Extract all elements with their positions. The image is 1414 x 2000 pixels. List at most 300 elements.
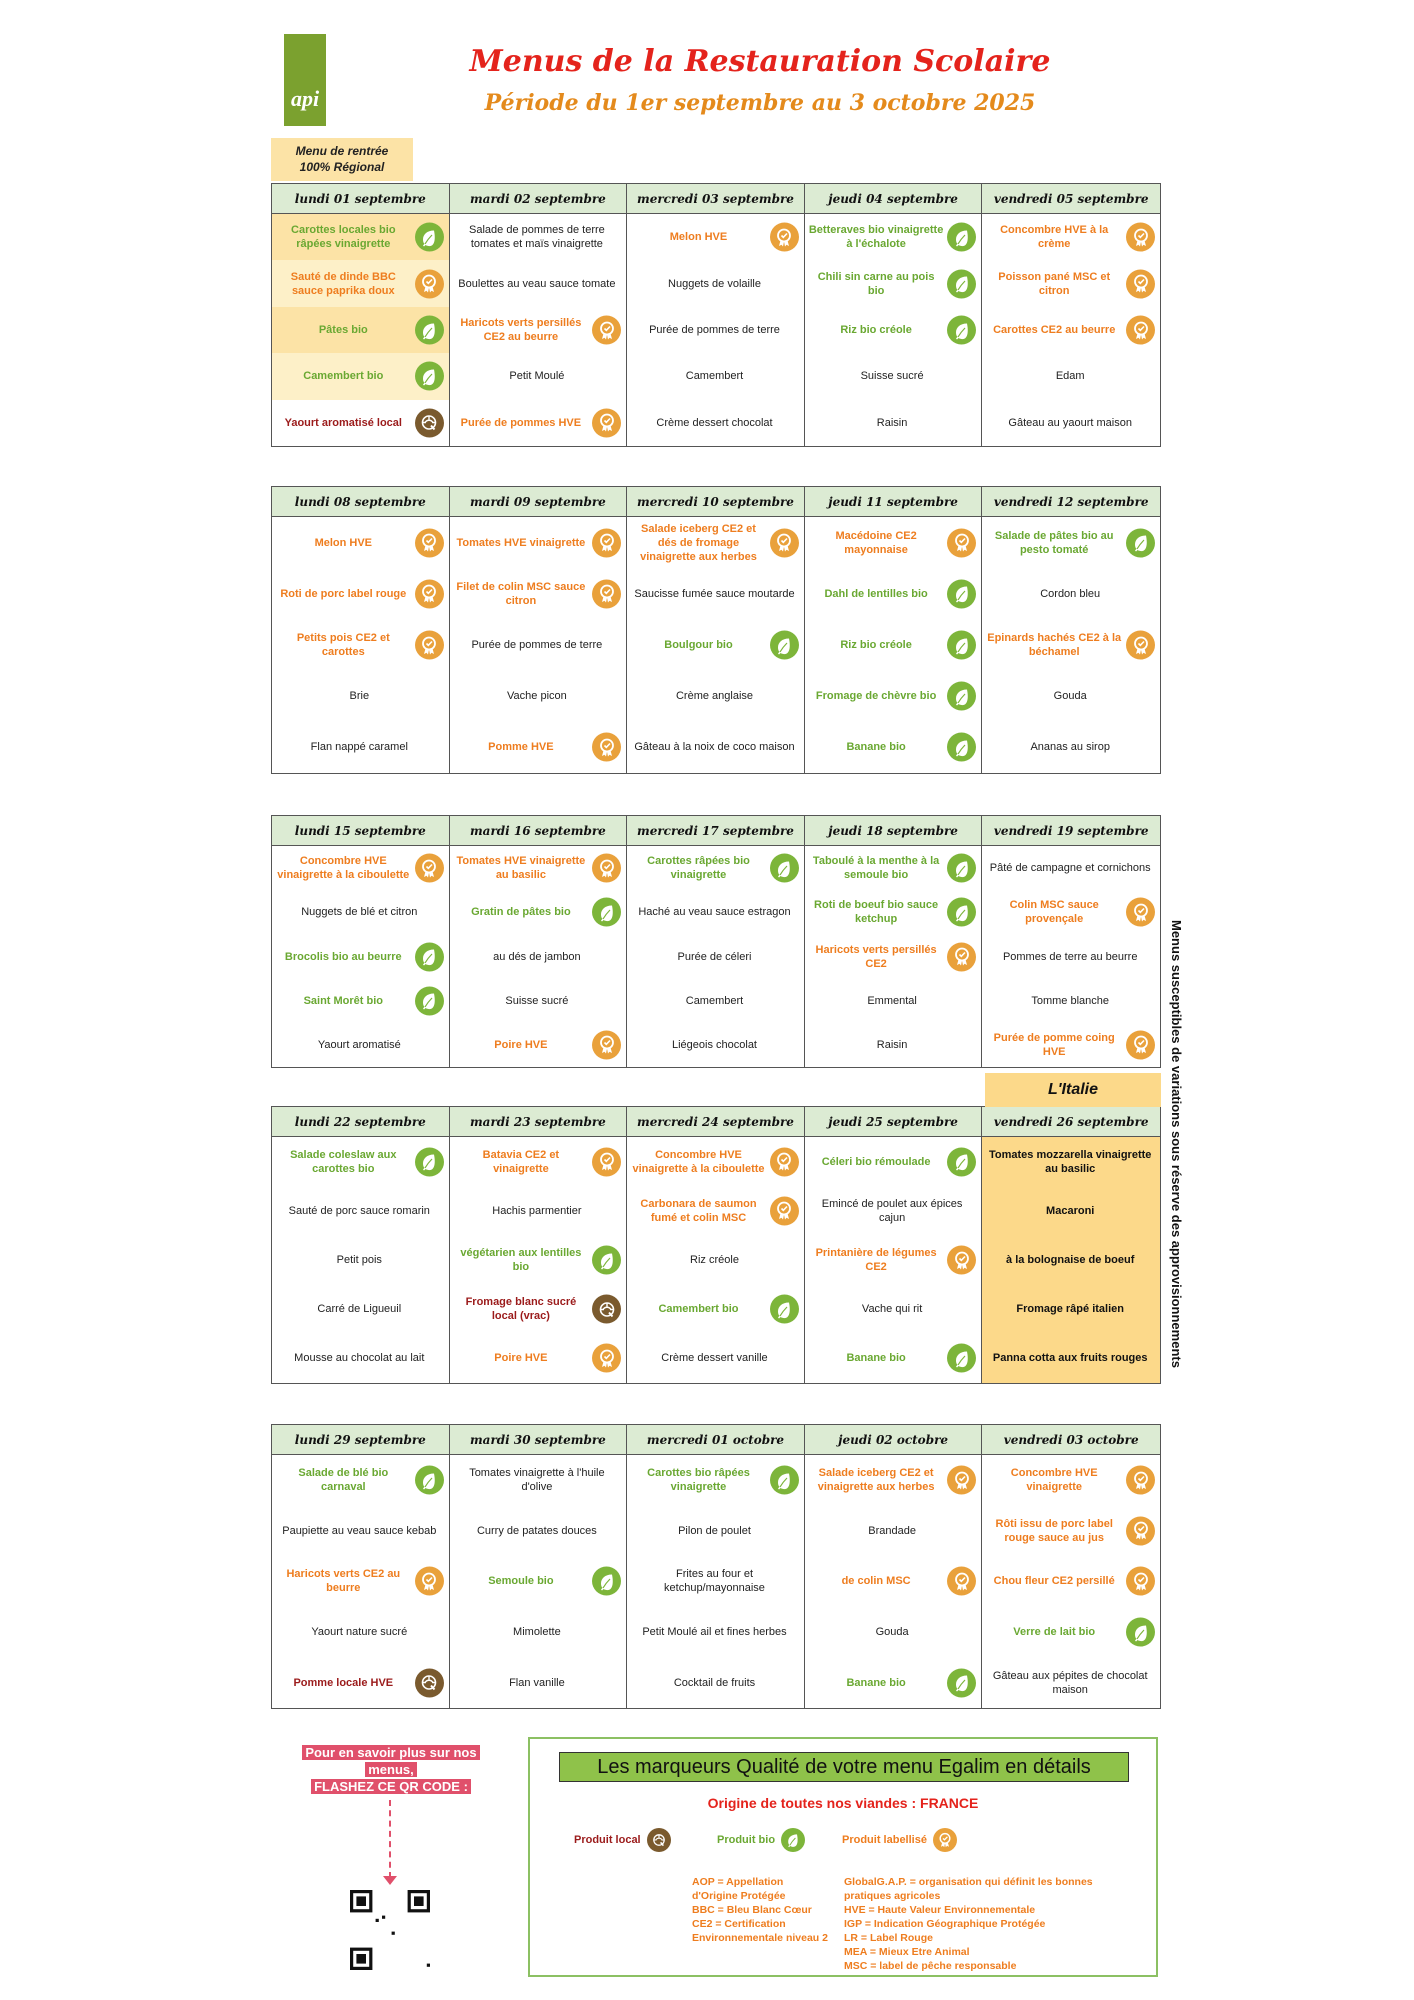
day-column (627, 184, 805, 446)
menu-item (450, 400, 627, 446)
menu-item (982, 260, 1160, 306)
abbr-line: CE2 = Certification (692, 1918, 786, 1930)
menu-item-text: Brandade (868, 1524, 916, 1537)
menu-item-text: Tomates HVE vinaigrette (456, 536, 586, 549)
local-icon (415, 1668, 444, 1697)
menu-item (272, 890, 449, 934)
menu-item-text: Crème dessert vanille (661, 1352, 768, 1365)
menu-item (272, 353, 449, 399)
menu-item-text: Sauté de porc sauce romarin (288, 1204, 430, 1217)
menu-item (982, 1334, 1160, 1383)
menu-item (805, 1285, 982, 1334)
qr-line-2: menus, (365, 1762, 417, 1777)
menu-item-text: Batavia CE2 et vinaigrette (482, 1148, 560, 1175)
menu-item (627, 568, 804, 619)
day-column (272, 487, 450, 773)
menu-item-text: Filet de colin MSC sauce citron (456, 580, 586, 607)
menu-item (627, 1186, 804, 1235)
rosette-icon (592, 579, 621, 608)
rosette-icon (1126, 898, 1155, 927)
rosette-icon (947, 1466, 976, 1495)
menu-item (982, 934, 1160, 978)
menu-item (805, 1023, 982, 1067)
leaf-icon (947, 579, 976, 608)
menu-item-text: Sauté de dinde BBC sauce paprika doux (290, 270, 396, 297)
menu-item (627, 1607, 804, 1658)
rosette-icon (1126, 1466, 1155, 1495)
menu-item (627, 260, 804, 306)
menu-item (982, 1506, 1160, 1557)
menu-item-text: Brie (349, 690, 370, 703)
menu-item-text: Epinards hachés CE2 à la béchamel (987, 632, 1122, 658)
menu-item-text: à la bolognaise de boeuf (1006, 1254, 1135, 1266)
legend-box (528, 1737, 1158, 1977)
menu-item-text: Verre de lait bio (1013, 1626, 1096, 1639)
menu-item (805, 214, 982, 260)
rosette-icon (415, 528, 444, 557)
leaf-icon (947, 1344, 976, 1373)
legend-abbr-left (692, 1875, 828, 1945)
day-column (805, 816, 983, 1067)
menu-item (272, 846, 449, 890)
menu-item (450, 1607, 627, 1658)
day-column (982, 487, 1160, 773)
menu-item-text: au dés de jambon (493, 950, 581, 963)
menu-item (627, 1023, 804, 1067)
rosette-icon (592, 1030, 621, 1059)
menu-item (450, 260, 627, 306)
legend-origin: Origine de toutes nos viandes : FRANCE (707, 1795, 979, 1811)
abbr-line: d'Origine Protégée (692, 1890, 786, 1902)
menu-item (272, 307, 449, 353)
menu-item (982, 307, 1160, 353)
menu-item-text: Céleri bio rémoulade (821, 1155, 931, 1168)
menu-item (450, 307, 627, 353)
menu-item (450, 1186, 627, 1235)
menu-item (805, 846, 982, 890)
menu-item-text: Salade de blé bio carnaval (298, 1467, 389, 1494)
leaf-icon (1126, 1618, 1155, 1647)
menu-item (272, 1137, 449, 1186)
leaf-icon (781, 1828, 805, 1852)
menu-item-text: Fromage blanc sucré local (vrac) (465, 1296, 577, 1323)
menu-item-text: Pomme locale HVE (293, 1676, 394, 1689)
menu-item (982, 353, 1160, 399)
menu-item-text: Tomates mozzarella vinaigrette au basilic (988, 1148, 1152, 1175)
day-header: vendredi 05 septembre (982, 184, 1160, 214)
menu-item-text: Boulettes au veau sauce tomate (458, 277, 616, 290)
menu-item (627, 1137, 804, 1186)
day-header: mercredi 01 octobre (627, 1425, 804, 1455)
menu-item (450, 1556, 627, 1607)
menu-item (982, 890, 1160, 934)
menu-item (627, 1506, 804, 1557)
menu-item-text: Salade de pâtes bio au pesto tomaté (994, 529, 1114, 556)
menu-item-text: végétarien aux lentilles bio (460, 1247, 582, 1273)
rosette-icon (415, 579, 444, 608)
menu-item (627, 619, 804, 670)
menu-item (982, 1285, 1160, 1334)
menu-item-text: Salade de pommes de terre tomates et maïs vinaigrette (469, 224, 605, 251)
rosette-icon (947, 528, 976, 557)
menu-item-text: Semoule bio (488, 1575, 554, 1588)
abbr-line: MSC = label de pêche responsable (844, 1960, 1017, 1972)
week-table (271, 183, 1161, 447)
menu-item-text: Flan vanille (509, 1676, 565, 1689)
menu-item (450, 671, 627, 722)
menu-item-text: Salade coleslaw aux carottes bio (290, 1148, 397, 1175)
menu-item (805, 353, 982, 399)
menu-item-text: Carré de Ligueuil (317, 1303, 402, 1316)
menu-item-text: de colin MSC (841, 1575, 911, 1588)
leaf-icon (947, 316, 976, 345)
abbr-line: IGP = Indication Géographique Protégée (844, 1918, 1046, 1930)
menu-item-text: Banane bio (846, 1352, 906, 1365)
abbr-line: Environnementale niveau 2 (692, 1932, 828, 1944)
menu-item (627, 890, 804, 934)
menu-item (272, 1285, 449, 1334)
menu-item (805, 1186, 982, 1235)
rosette-icon (947, 942, 976, 971)
menu-item (805, 1455, 982, 1506)
day-column (627, 1425, 805, 1708)
day-header: jeudi 11 septembre (805, 487, 982, 517)
menu-item (450, 846, 627, 890)
day-column (627, 1107, 805, 1383)
menu-item (805, 1657, 982, 1708)
day-header: lundi 08 septembre (272, 487, 449, 517)
page-title: Menus de la Restauration Scolaire (469, 44, 1051, 79)
menu-item-text: Yaourt aromatisé local (284, 416, 402, 429)
menu-item (272, 1334, 449, 1383)
leaf-icon (947, 269, 976, 298)
menu-item-text: Camembert (685, 994, 744, 1007)
day-column (627, 487, 805, 773)
menu-item-text: Vache picon (507, 690, 567, 703)
menu-item-text: Pilon de poulet (678, 1524, 751, 1537)
abbr-line: BBC = Bleu Blanc Cœur (692, 1904, 812, 1916)
menu-item-text: Paupiette au veau sauce kebab (282, 1524, 437, 1537)
rosette-icon (1126, 631, 1155, 660)
leaf-icon (592, 898, 621, 927)
menu-item-text: Frites au four et ketchup/mayonnaise (664, 1568, 765, 1595)
menu-item (272, 1455, 449, 1506)
abbr-line: MEA = Mieux Etre Animal (844, 1946, 970, 1958)
rosette-icon (592, 316, 621, 345)
menu-item-text: Hachis parmentier (492, 1204, 582, 1217)
menu-item (272, 1607, 449, 1658)
legend-title: Les marqueurs Qualité de votre menu Egalim en détails (559, 1752, 1129, 1782)
menu-item-text: Gâteau à la noix de coco maison (634, 741, 795, 754)
day-column (450, 816, 628, 1067)
menu-item (272, 1023, 449, 1067)
day-column (982, 184, 1160, 446)
menu-item-text: Roti de boeuf bio sauce ketchup (814, 899, 939, 926)
menu-item-text: Banane bio (846, 741, 906, 754)
week-table (271, 1424, 1161, 1709)
menu-item-text: Concombre HVE vinaigrette (1010, 1467, 1098, 1494)
menu-item (805, 1235, 982, 1284)
menu-item (982, 846, 1160, 890)
menu-item (982, 619, 1160, 670)
menu-item-text: Chou fleur CE2 persillé (993, 1575, 1115, 1588)
menu-item (805, 619, 982, 670)
menu-item-text: Petit Moulé ail et fines herbes (642, 1626, 787, 1639)
local-icon (647, 1828, 671, 1852)
menu-item-text: Mimolette (513, 1626, 561, 1639)
menu-item-text: Crème anglaise (675, 690, 754, 703)
rosette-icon (415, 854, 444, 883)
menu-item-text: Pommes de terre au beurre (1002, 950, 1138, 963)
menu-item (805, 307, 982, 353)
menu-item-text: Raisin (876, 416, 908, 429)
abbr-line: HVE = Haute Valeur Environnementale (844, 1904, 1036, 1916)
local-icon (592, 1295, 621, 1324)
menu-item-text: Nuggets de blé et citron (301, 906, 418, 919)
rosette-icon (592, 854, 621, 883)
legend-bio-label: Produit bio (717, 1834, 776, 1846)
rentree-line-2: 100% Régional (299, 160, 385, 174)
qr-code[interactable] (350, 1890, 430, 1970)
local-icon (415, 408, 444, 437)
menu-item-text: Concombre HVE vinaigrette à la ciboulette (632, 1148, 765, 1175)
day-column (450, 487, 628, 773)
menu-item (982, 1137, 1160, 1186)
rosette-icon (770, 1196, 799, 1225)
menu-item-text: Taboulé à la menthe à la semoule bio (812, 855, 940, 882)
qr-line-3: FLASHEZ CE QR CODE : (311, 1779, 471, 1794)
day-column (272, 1107, 450, 1383)
menu-item-text: Emincé de poulet aux épices cajun (821, 1197, 963, 1224)
rosette-icon (592, 528, 621, 557)
leaf-icon (947, 223, 976, 252)
menu-item-text: Boulgour bio (664, 639, 733, 651)
menu-item (450, 979, 627, 1023)
leaf-icon (415, 362, 444, 391)
menu-item (450, 722, 627, 773)
menu-item-text: Concombre HVE vinaigrette à la ciboulette (277, 855, 410, 882)
leaf-icon (770, 631, 799, 660)
menu-item (627, 400, 804, 446)
menu-item-text: Petit pois (336, 1254, 382, 1266)
menu-item (272, 979, 449, 1023)
day-column (272, 816, 450, 1067)
menu-item (982, 517, 1160, 568)
menu-item (272, 400, 449, 446)
day-column (450, 184, 628, 446)
menu-item-text: Purée de céleri (677, 950, 752, 963)
menu-item (450, 1285, 627, 1334)
menu-item-text: Purée de pomme coing HVE (993, 1031, 1115, 1058)
day-header: vendredi 12 septembre (982, 487, 1160, 517)
day-column (272, 184, 450, 446)
day-header: mardi 30 septembre (450, 1425, 627, 1455)
menu-item-text: Carottes CE2 au beurre (993, 324, 1116, 337)
menu-item (627, 1556, 804, 1607)
rosette-icon (770, 528, 799, 557)
menu-item-text: Purée de pommes de terre (471, 639, 603, 651)
rosette-icon (947, 1246, 976, 1275)
menu-item-text: Pâté de campagne et cornichons (989, 862, 1151, 875)
rosette-icon (770, 223, 799, 252)
qr-arrow (389, 1800, 391, 1878)
menu-item-text: Cocktail de fruits (673, 1676, 756, 1689)
rosette-icon (592, 1344, 621, 1373)
menu-item-text: Petit Moulé (509, 370, 565, 383)
day-column (805, 1425, 983, 1708)
menu-item (272, 1506, 449, 1557)
menu-item (805, 979, 982, 1023)
rosette-icon (1126, 316, 1155, 345)
menu-item (272, 934, 449, 978)
api-logo (284, 34, 326, 126)
day-header: mardi 09 septembre (450, 487, 627, 517)
menu-item-text: Poisson pané MSC et citron (998, 270, 1111, 297)
menu-item-text: Riz bio créole (840, 639, 912, 651)
menu-item-text: Gouda (1053, 690, 1087, 703)
leaf-icon (770, 1295, 799, 1324)
menu-item-text: Carbonara de saumon fumé et colin MSC (640, 1197, 757, 1224)
rosette-icon (1126, 1030, 1155, 1059)
day-column (982, 1425, 1160, 1708)
menu-item (272, 260, 449, 306)
leaf-icon (415, 1466, 444, 1495)
legend-label (842, 1828, 957, 1852)
qr-line-1: Pour en savoir plus sur nos (302, 1745, 479, 1760)
menu-item-text: Chili sin carne au pois bio (817, 270, 935, 297)
menu-item-text: Haricots verts persillés CE2 au beurre (460, 317, 582, 344)
menu-item (627, 1285, 804, 1334)
menu-item-text: Brocolis bio au beurre (284, 950, 402, 963)
menu-item-text: Mousse au chocolat au lait (294, 1352, 425, 1365)
leaf-icon (947, 1668, 976, 1697)
menu-item (450, 619, 627, 670)
day-column (450, 1107, 628, 1383)
menu-item-text: Flan nappé caramel (310, 741, 408, 754)
menu-item (982, 671, 1160, 722)
menu-item-text: Yaourt aromatisé (317, 1038, 401, 1051)
leaf-icon (415, 986, 444, 1015)
day-header: vendredi 26 septembre (982, 1107, 1160, 1137)
day-column (272, 1425, 450, 1708)
menu-item (450, 568, 627, 619)
menu-item-text: Crème dessert chocolat (656, 416, 773, 429)
day-column (982, 1107, 1160, 1383)
menu-item-text: Haricots verts persillés CE2 (815, 943, 937, 970)
menu-item-text: Haricots verts CE2 au beurre (286, 1568, 401, 1595)
day-header: lundi 01 septembre (272, 184, 449, 214)
week-table (271, 815, 1161, 1068)
menu-item (805, 1137, 982, 1186)
menu-item-text: Dahl de lentilles bio (824, 587, 928, 600)
menu-item-text: Colin MSC sauce provençale (1009, 899, 1099, 926)
menu-item-text: Gâteau au yaourt maison (1008, 416, 1132, 429)
leaf-icon (947, 1147, 976, 1176)
menu-item-text: Betteraves bio vinaigrette à l'échalote (808, 224, 944, 251)
legend-abbr-right (844, 1875, 1093, 1973)
menu-item (450, 890, 627, 934)
rosette-icon (1126, 269, 1155, 298)
menu-item (627, 979, 804, 1023)
rosette-icon (592, 408, 621, 437)
menu-item-text: Banane bio (846, 1676, 906, 1689)
leaf-icon (415, 1147, 444, 1176)
leaf-icon (415, 223, 444, 252)
italie-theme-banner: L'Italie (985, 1073, 1161, 1107)
menu-item (450, 1334, 627, 1383)
leaf-icon (415, 942, 444, 971)
day-header: lundi 22 septembre (272, 1107, 449, 1137)
rentree-line-1: Menu de rentrée (295, 144, 389, 158)
menu-item (627, 934, 804, 978)
menu-item-text: Concombre HVE à la crème (1000, 224, 1109, 251)
day-header: mercredi 03 septembre (627, 184, 804, 214)
menu-item (627, 846, 804, 890)
rosette-icon (770, 1147, 799, 1176)
menu-item (805, 568, 982, 619)
menu-item-text: Ananas au sirop (1030, 741, 1110, 754)
menu-item-text: Suisse sucré (860, 370, 924, 383)
day-header: mardi 16 septembre (450, 816, 627, 846)
menu-item-text: Poire HVE (494, 1352, 548, 1365)
menu-item-text: Pomme HVE (488, 741, 554, 754)
menu-item-text: Gâteau aux pépites de chocolat maison (992, 1669, 1148, 1696)
day-header: jeudi 18 septembre (805, 816, 982, 846)
menu-item (272, 1235, 449, 1284)
menu-item-text: Salade iceberg CE2 et dés de fromage vinaigrette aux herbes (640, 522, 757, 563)
page-subtitle: Période du 1er septembre au 3 octobre 2025 (484, 90, 1036, 116)
day-header: jeudi 25 septembre (805, 1107, 982, 1137)
abbr-line: pratiques agricoles (844, 1890, 941, 1902)
menu-item-text: Saucisse fumée sauce moutarde (634, 587, 795, 600)
menu-item (982, 1455, 1160, 1506)
leaf-icon (770, 1466, 799, 1495)
menu-item (805, 400, 982, 446)
menu-item (272, 671, 449, 722)
menu-item (627, 1657, 804, 1708)
menu-item (982, 1607, 1160, 1658)
menu-item (627, 353, 804, 399)
rentree-banner (271, 138, 413, 181)
qr-callout (277, 1744, 505, 1795)
menu-item (627, 671, 804, 722)
menu-item-text: Fromage râpé italien (1016, 1303, 1124, 1316)
menu-item (982, 1657, 1160, 1708)
menu-item (805, 517, 982, 568)
rosette-icon (1126, 1567, 1155, 1596)
day-column (805, 184, 983, 446)
legend-bio (717, 1828, 805, 1852)
rosette-icon (415, 1567, 444, 1596)
menu-item-text: Pâtes bio (318, 324, 368, 337)
day-header: mercredi 24 septembre (627, 1107, 804, 1137)
menu-item (272, 214, 449, 260)
menu-item (805, 1334, 982, 1383)
menu-item (805, 890, 982, 934)
menu-item-text: Purée de pommes de terre (649, 324, 780, 337)
menu-item (982, 722, 1160, 773)
menu-item-text: Riz créole (690, 1254, 739, 1266)
day-header: jeudi 04 septembre (805, 184, 982, 214)
menu-item (805, 1607, 982, 1658)
menu-item-text: Liégeois chocolat (671, 1038, 757, 1051)
leaf-icon (770, 854, 799, 883)
rosette-icon (592, 733, 621, 762)
menu-item-text: Haché au veau sauce estragon (638, 906, 791, 919)
menu-item-text: Petits pois CE2 et carottes (296, 632, 390, 658)
menu-item (627, 1455, 804, 1506)
abbr-line: AOP = Appellation (692, 1876, 784, 1888)
